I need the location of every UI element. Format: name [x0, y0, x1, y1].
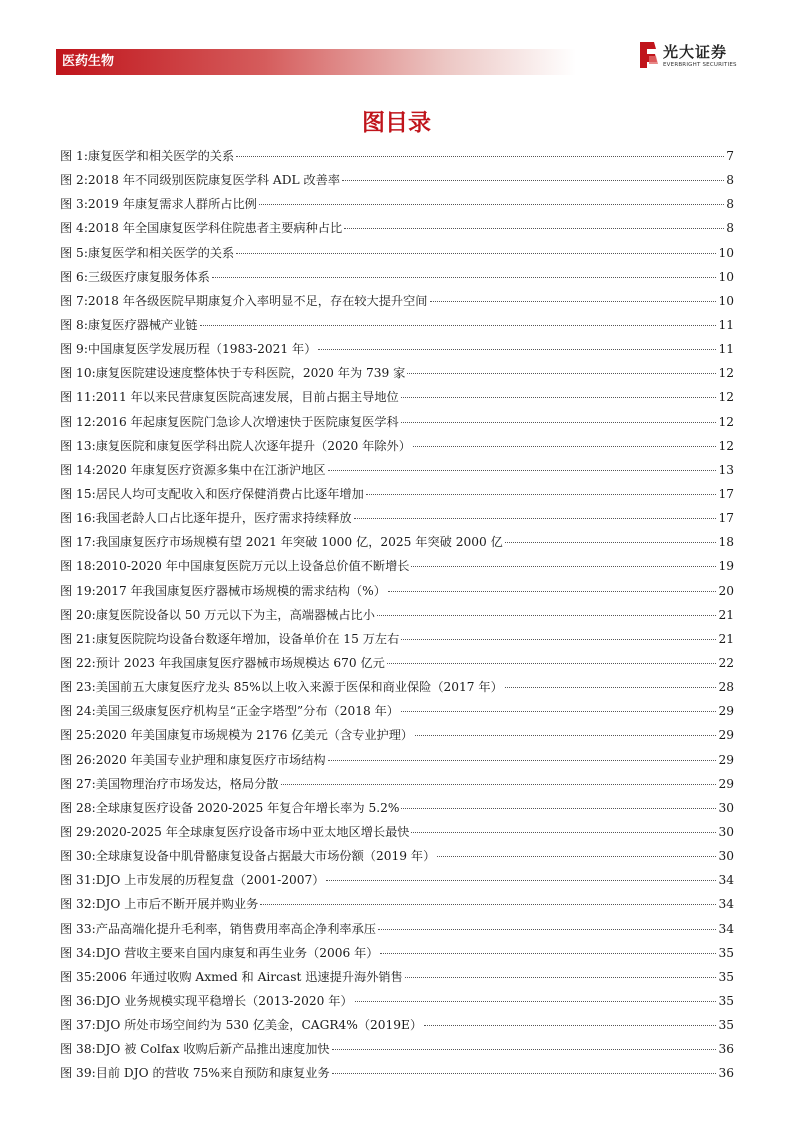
- toc-leader-dots: [424, 1025, 716, 1026]
- toc-entry-title: 2020 年美国康复市场规模为 2176 亿美元（含专业护理）: [95, 728, 414, 743]
- toc-entry-title: 2020 年康复医疗资源多集中在江浙沪地区: [95, 462, 326, 477]
- toc-entry-number: 图 32:: [60, 897, 96, 912]
- toc-leader-dots: [328, 760, 717, 761]
- toc-entry-page: 30: [718, 824, 734, 839]
- toc-entry[interactable]: [60, 675, 734, 699]
- toc-leader-dots: [281, 784, 717, 785]
- toc-entry-number: 图 20:: [60, 607, 96, 622]
- brand-name-en: EVERBRIGHT SECURITIES: [663, 62, 737, 68]
- toc-entry[interactable]: [60, 723, 734, 747]
- toc-leader-dots: [387, 663, 717, 664]
- toc-leader-dots: [328, 470, 717, 471]
- toc-leader-dots: [437, 856, 716, 857]
- section-label: 医药生物: [62, 54, 115, 69]
- toc-entry-title: DJO 上市发展的历程复盘（2001-2007）: [95, 873, 325, 888]
- toc-entry-title: DJO 业务规模实现平稳增长（2013-2020 年）: [95, 993, 353, 1008]
- toc-entry-title: DJO 上市后不断开展并购业务: [95, 897, 259, 912]
- toc-entry-page: 7: [726, 149, 734, 163]
- brand-logo: [637, 40, 737, 76]
- toc-entry[interactable]: [60, 385, 734, 409]
- toc-entry-number: 图 16:: [60, 511, 96, 526]
- toc-entry-number: 图 4:: [60, 221, 88, 236]
- toc-leader-dots: [377, 615, 717, 616]
- toc-entry-page: 10: [718, 245, 734, 260]
- toc-entry-page: 35: [718, 993, 734, 1008]
- toc-leader-dots: [318, 349, 716, 350]
- toc-entry-number: 图 39:: [60, 1066, 96, 1081]
- toc-entry-page: 11: [718, 317, 734, 332]
- toc-entry-title: 康复医学和相关医学的关系: [87, 149, 235, 163]
- toc-leader-dots: [344, 228, 724, 229]
- toc-entry-number: 图 22:: [60, 655, 96, 670]
- toc-entry[interactable]: [60, 458, 734, 482]
- toc-entry[interactable]: [60, 554, 734, 578]
- toc-entry-number: 图 10:: [60, 366, 96, 381]
- toc-leader-dots: [236, 253, 716, 254]
- toc-entry-title: 2018 年各级医院早期康复介入率明显不足，存在较大提升空间: [87, 293, 428, 308]
- toc-entry[interactable]: [60, 1037, 734, 1061]
- toc-entry[interactable]: [60, 530, 734, 554]
- toc-entry-number: 图 1:: [60, 149, 88, 163]
- toc-entry-title: 2018 年不同级别医院康复医学科 ADL 改善率: [87, 173, 341, 188]
- toc-entry[interactable]: [60, 361, 734, 385]
- toc-entry-title: 2020 年美国专业护理和康复医疗市场结构: [95, 752, 326, 767]
- toc-entry-title: 全球康复医疗设备 2020-2025 年复合年增长率为 5.2%: [95, 800, 400, 815]
- toc-entry[interactable]: [60, 989, 734, 1013]
- toc-entry-title: 康复医疗器械产业链: [87, 317, 198, 332]
- toc-entry[interactable]: [60, 941, 734, 965]
- toc-entry-title: 美国三级康复医疗机构呈“正金字塔型”分布（2018 年）: [95, 704, 399, 719]
- toc-leader-dots: [342, 180, 724, 181]
- toc-entry[interactable]: [60, 241, 734, 265]
- toc-entry-number: 图 30:: [60, 849, 96, 864]
- toc-entry-title: 康复医院设备以 50 万元以下为主，高端器械占比小: [95, 607, 375, 622]
- toc-entry-page: 35: [718, 969, 734, 984]
- toc-entry-title: 2019 年康复需求人群所占比例: [87, 197, 257, 212]
- toc-entry-title: 2018 年全国康复医学科住院患者主要病种占比: [87, 221, 343, 236]
- toc-entry-page: 17: [718, 486, 734, 501]
- toc-leader-dots: [380, 953, 716, 954]
- toc-entry[interactable]: [60, 627, 734, 651]
- toc-entry-page: 34: [718, 921, 734, 936]
- toc-entry[interactable]: [60, 313, 734, 337]
- toc-entry-page: 30: [718, 800, 734, 815]
- toc-entry-page: 35: [718, 1018, 734, 1033]
- toc-entry-page: 8: [726, 173, 734, 188]
- toc-entry-page: 29: [718, 752, 734, 767]
- toc-entry-page: 21: [718, 631, 734, 646]
- toc-leader-dots: [355, 1001, 717, 1002]
- toc-leader-dots: [401, 711, 717, 712]
- toc-entry-title: 美国物理治疗市场发达，格局分散: [95, 776, 279, 791]
- page-title: 图目录: [362, 110, 431, 136]
- toc-entry-title: 2017 年我国康复医疗器械市场规模的需求结构（%）: [95, 583, 386, 598]
- toc-entry-number: 图 18:: [60, 559, 96, 574]
- toc-entry[interactable]: [60, 892, 734, 916]
- toc-entry[interactable]: [60, 820, 734, 844]
- toc-entry-title: 2011 年以来民营康复医院高速发展，目前占据主导地位: [95, 390, 399, 405]
- toc-entry-page: 13: [718, 462, 734, 477]
- toc-entry-page: 29: [718, 704, 734, 719]
- toc-leader-dots: [401, 639, 716, 640]
- toc-entry-number: 图 6:: [60, 269, 88, 284]
- toc-leader-dots: [407, 373, 716, 374]
- toc-leader-dots: [430, 301, 717, 302]
- toc-entry-number: 图 3:: [60, 197, 88, 212]
- toc-entry-title: 我国康复医疗市场规模有望 2021 年突破 1000 亿，2025 年突破 2000 亿: [95, 535, 503, 550]
- toc-entry[interactable]: [60, 289, 734, 313]
- toc-entry-title: 预计 2023 年我国康复医疗器械市场规模达 670 亿元: [95, 655, 385, 670]
- toc-entry-page: 19: [718, 559, 734, 574]
- toc-leader-dots: [236, 156, 724, 157]
- toc-entry-page: 35: [718, 945, 734, 960]
- toc-leader-dots: [401, 808, 716, 809]
- toc-entry-number: 图 19:: [60, 583, 96, 598]
- toc-entry[interactable]: [60, 844, 734, 868]
- toc-entry-number: 图 23:: [60, 680, 96, 695]
- toc-entry[interactable]: [60, 748, 734, 772]
- toc-entry-number: 图 31:: [60, 873, 96, 888]
- toc-entry-title: 居民人均可支配收入和医疗保健消费占比逐年增加: [95, 486, 364, 501]
- toc-entry-number: 图 8:: [60, 317, 88, 332]
- toc-entry-number: 图 37:: [60, 1018, 96, 1033]
- toc-entry-page: 8: [726, 221, 734, 236]
- toc-entry-number: 图 33:: [60, 921, 96, 936]
- toc-leader-dots: [332, 1073, 717, 1074]
- toc-entry-number: 图 36:: [60, 993, 96, 1008]
- toc-entry[interactable]: [60, 796, 734, 820]
- toc-entry-title: 康复医院院均设备台数逐年增加，设备单价在 15 万左右: [95, 631, 400, 646]
- toc-entry[interactable]: [60, 192, 734, 216]
- brand-name-cn: 光大证券: [663, 43, 728, 61]
- toc-leader-dots: [411, 832, 716, 833]
- toc-entry[interactable]: [60, 651, 734, 675]
- toc-entry-page: 20: [718, 583, 734, 598]
- toc-entry-page: 8: [726, 197, 734, 212]
- toc-entry-page: 18: [718, 535, 734, 550]
- toc-entry[interactable]: [60, 603, 734, 627]
- toc-entry-title: 2010-2020 年中国康复医院万元以上设备总价值不断增长: [95, 559, 410, 574]
- toc-entry[interactable]: [60, 410, 734, 434]
- toc-entry-number: 图 5:: [60, 245, 88, 260]
- toc-entry[interactable]: [60, 917, 734, 941]
- header-band: [56, 49, 576, 75]
- toc-entry-page: 34: [718, 873, 734, 888]
- toc-leader-dots: [354, 518, 717, 519]
- toc-leader-dots: [415, 735, 716, 736]
- toc-entry-title: DJO 营收主要来自国内康复和再生业务（2006 年）: [95, 945, 379, 960]
- toc-entry-number: 图 14:: [60, 462, 96, 477]
- toc-entry-page: 10: [718, 269, 734, 284]
- toc-leader-dots: [366, 494, 717, 495]
- toc-entry-title: 2016 年起康复医院门急诊人次增速快于医院康复医学科: [95, 414, 399, 429]
- toc-entry-title: 康复医学和相关医学的关系: [87, 245, 235, 260]
- toc-entry-number: 图 13:: [60, 438, 96, 453]
- toc-entry-title: 2006 年通过收购 Axmed 和 Aircast 迅速提升海外销售: [95, 969, 403, 984]
- toc-entry-number: 图 24:: [60, 704, 96, 719]
- toc-entry-page: 36: [718, 1066, 734, 1081]
- toc-leader-dots: [259, 204, 724, 205]
- toc-leader-dots: [401, 422, 717, 423]
- toc-entry-number: 图 26:: [60, 752, 96, 767]
- toc-entry[interactable]: [60, 868, 734, 892]
- toc-entry[interactable]: [60, 772, 734, 796]
- toc-leader-dots: [505, 542, 717, 543]
- toc-leader-dots: [332, 1049, 717, 1050]
- toc-entry-number: 图 15:: [60, 486, 96, 501]
- toc-leader-dots: [413, 446, 717, 447]
- toc-entry-title: 三级医疗康复服务体系: [87, 269, 210, 284]
- toc-entry-title: 目前 DJO 的营收 75%来自预防和康复业务: [95, 1066, 330, 1081]
- toc-entry-title: 全球康复设备中肌骨骼康复设备占据最大市场份额（2019 年）: [95, 849, 436, 864]
- toc-entry-page: 29: [718, 776, 734, 791]
- toc-entry[interactable]: [60, 265, 734, 289]
- toc-entry-number: 图 35:: [60, 969, 96, 984]
- brand-logo-icon: [637, 40, 659, 72]
- toc-leader-dots: [200, 325, 717, 326]
- toc-entry-number: 图 29:: [60, 824, 96, 839]
- toc-entry[interactable]: [60, 434, 734, 458]
- toc-entry-number: 图 9:: [60, 342, 88, 357]
- toc-entry-page: 30: [718, 849, 734, 864]
- toc-leader-dots: [378, 929, 716, 930]
- toc-entry[interactable]: [60, 482, 734, 506]
- toc-entry-page: 11: [718, 342, 734, 357]
- toc-entry[interactable]: [60, 337, 734, 361]
- toc-entry-number: 图 27:: [60, 776, 96, 791]
- toc-entry-page: 10: [718, 293, 734, 308]
- toc-entry-page: 12: [718, 390, 734, 405]
- toc-entry-number: 图 2:: [60, 173, 88, 188]
- toc-leader-dots: [411, 566, 716, 567]
- toc-entry-title: 产品高端化提升毛利率，销售费用率高企净利率承压: [95, 921, 376, 936]
- toc-entry-title: 2020-2025 年全球康复医疗设备市场中亚太地区增长最快: [95, 824, 410, 839]
- toc-entry[interactable]: [60, 506, 734, 530]
- toc-leader-dots: [401, 397, 717, 398]
- toc-entry-number: 图 7:: [60, 293, 88, 308]
- toc-leader-dots: [388, 591, 717, 592]
- toc-entry-title: DJO 被 Colfax 收购后新产品推出速度加快: [95, 1042, 330, 1057]
- toc-entry-number: 图 28:: [60, 800, 96, 815]
- toc-entry-number: 图 34:: [60, 945, 96, 960]
- toc-entry-title: 康复医院和康复医学科出院人次逐年提升（2020 年除外）: [95, 438, 411, 453]
- toc-entry[interactable]: [60, 168, 734, 192]
- toc-entry-page: 28: [718, 680, 734, 695]
- toc-entry-page: 22: [718, 655, 734, 670]
- toc-entry[interactable]: [60, 216, 734, 240]
- toc-entry-number: 图 25:: [60, 728, 96, 743]
- toc-entry-number: 图 38:: [60, 1042, 96, 1057]
- figure-list: [60, 144, 734, 1085]
- toc-entry-number: 图 21:: [60, 631, 96, 646]
- toc-entry[interactable]: [60, 1013, 734, 1037]
- toc-entry[interactable]: [60, 1061, 734, 1085]
- toc-entry-number: 图 11:: [60, 390, 96, 405]
- toc-entry[interactable]: [60, 965, 734, 989]
- toc-entry-page: 34: [718, 897, 734, 912]
- toc-entry-title: 我国老龄人口占比逐年提升，医疗需求持续释放: [95, 511, 352, 526]
- toc-entry-page: 12: [718, 438, 734, 453]
- toc-entry[interactable]: [60, 699, 734, 723]
- toc-leader-dots: [212, 277, 717, 278]
- toc-leader-dots: [405, 977, 717, 978]
- toc-leader-dots: [260, 904, 716, 905]
- toc-entry-title: DJO 所处市场空间约为 530 亿美金，CAGR4%（2019E）: [95, 1018, 423, 1033]
- toc-entry-page: 12: [718, 366, 734, 381]
- toc-entry-page: 12: [718, 414, 734, 429]
- toc-entry[interactable]: [60, 579, 734, 603]
- toc-entry-title: 美国前五大康复医疗龙头 85%以上收入来源于医保和商业保险（2017 年）: [95, 680, 503, 695]
- toc-entry-page: 36: [718, 1042, 734, 1057]
- toc-leader-dots: [505, 687, 717, 688]
- toc-entry-page: 29: [718, 728, 734, 743]
- toc-entry[interactable]: [60, 144, 734, 168]
- toc-entry-number: 图 17:: [60, 535, 96, 550]
- toc-entry-title: 中国康复医学发展历程（1983-2021 年）: [87, 342, 317, 357]
- toc-entry-page: 21: [718, 607, 734, 622]
- toc-entry-page: 17: [718, 511, 734, 526]
- toc-entry-number: 图 12:: [60, 414, 96, 429]
- toc-entry-title: 康复医院建设速度整体快于专科医院，2020 年为 739 家: [95, 366, 406, 381]
- toc-leader-dots: [326, 880, 716, 881]
